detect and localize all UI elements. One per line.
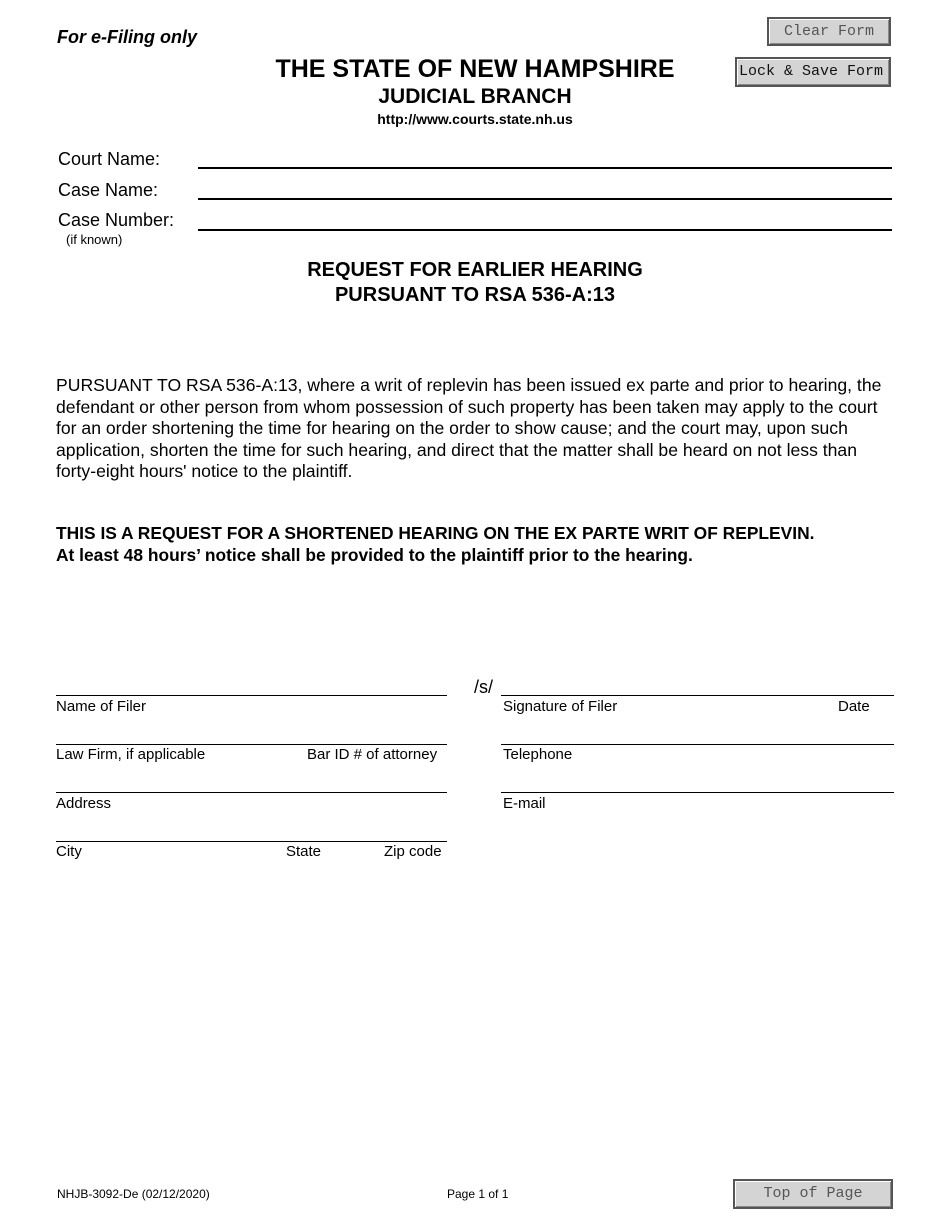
state-heading: THE STATE OF NEW HAMPSHIRE [275,55,675,83]
clear-form-button[interactable]: Clear Form [767,17,891,46]
case-number-field[interactable] [198,229,892,231]
page-number: Page 1 of 1 [447,1187,509,1201]
name-of-filer-field[interactable] [56,695,447,696]
bar-id-label: Bar ID # of attorney [307,746,438,763]
law-firm-field[interactable] [56,744,447,745]
statute-paragraph: PURSUANT TO RSA 536-A:13, where a writ of replevin has been issued ex parte and prior to hearing, the defendant or other person from whom possession of such property has been taken may apply to the court for an order shortening the time for hearing on the order to show cause; and the court may, upon such application, shorten the time for such hearing, and direct that the matter shall be heard on not less than forty-eight hours' notice to the plaintiff. [56,375,882,481]
electronic-signature-mark: /s/ [474,677,494,697]
address-label: Address [56,795,112,812]
notice-paragraph [56,523,916,566]
telephone-label: Telephone [503,746,573,763]
court-name-label: Court Name: [58,149,161,169]
address-field[interactable] [56,792,447,793]
city-state-zip-field[interactable] [56,841,447,842]
top-of-page-button[interactable]: Top of Page [733,1179,893,1209]
zip-code-label: Zip code [384,843,442,860]
law-firm-label: Law Firm, if applicable [56,746,206,763]
email-label: E-mail [503,795,546,812]
efiling-note: For e-Filing only [57,27,197,47]
signature-of-filer-label: Signature of Filer [503,698,618,715]
email-field[interactable] [501,792,894,793]
form-title-line2: PURSUANT TO RSA 536-A:13 [334,284,616,306]
form-title-line1: REQUEST FOR EARLIER HEARING [307,259,643,281]
case-name-label: Case Name: [58,180,159,200]
case-number-label: Case Number: [58,210,175,230]
branch-heading: JUDICIAL BRANCH [378,85,572,108]
lock-save-form-button[interactable]: Lock & Save Form [735,57,891,87]
case-number-hint: (if known) [66,232,123,247]
name-of-filer-label: Name of Filer [56,698,147,715]
signature-field[interactable] [501,695,894,696]
notice-line2: At least 48 hours’ notice shall be provided to the plaintiff prior to the hearing. [56,544,693,565]
date-label: Date [838,698,870,715]
state-label: State [286,843,322,860]
court-url: http://www.courts.state.nh.us [377,111,573,127]
case-name-field[interactable] [198,198,892,200]
notice-line1: THIS IS A REQUEST FOR A SHORTENED HEARING ON THE EX PARTE WRIT OF REPLEVIN. [56,523,815,543]
court-name-field[interactable] [198,167,892,169]
telephone-field[interactable] [501,744,894,745]
city-label: City [56,843,82,860]
form-id: NHJB-3092-De (02/12/2020) [57,1187,210,1201]
